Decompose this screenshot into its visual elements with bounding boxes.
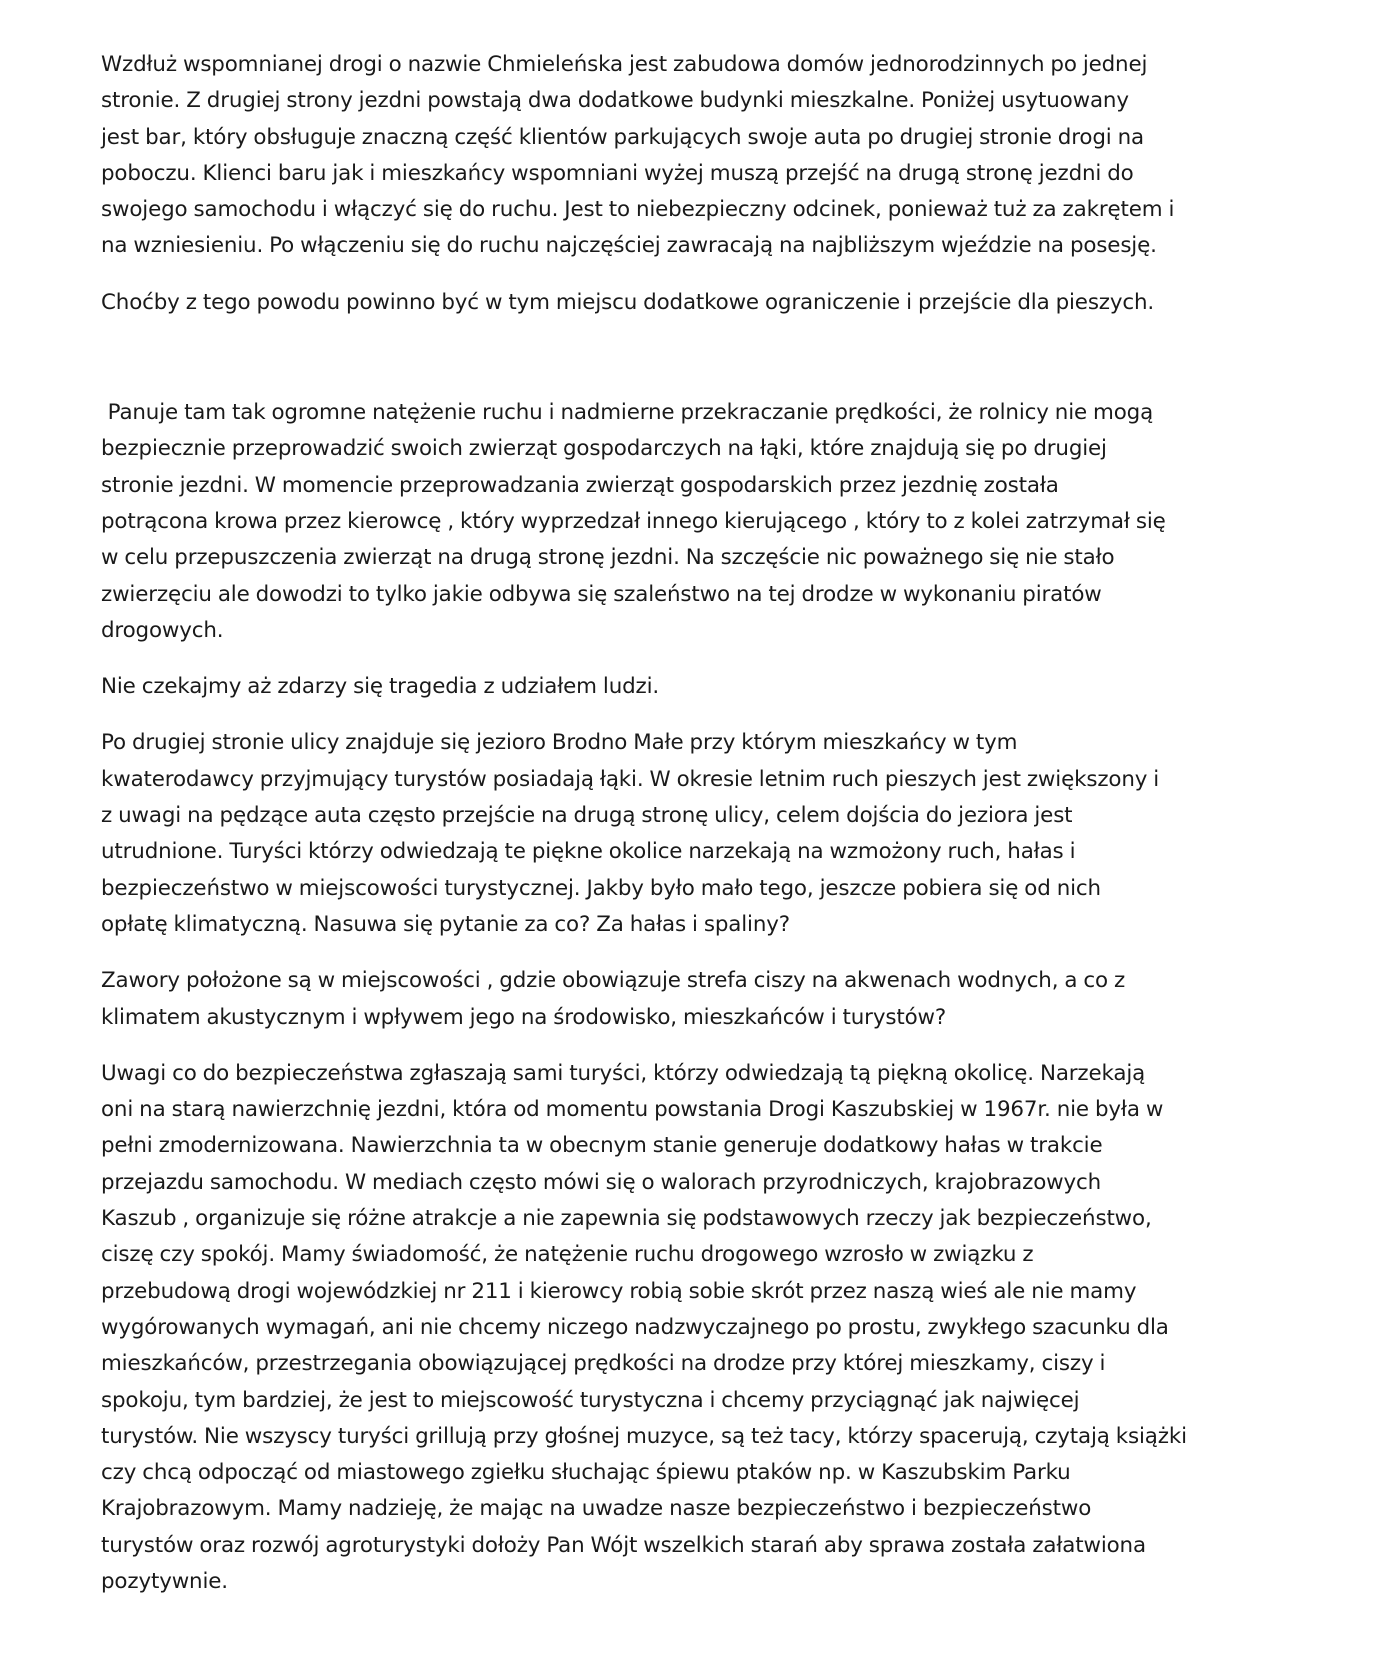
paragraph-tragedy-warning: Nie czekajmy aż zdarzy się tragedia z udziałem ludzi.	[101, 674, 660, 700]
paragraph-road-description: Wzdłuż wspomnianej drogi o nazwie Chmieleńska jest zabudowa domów jednorodzinnych po jednej stronie. Z drugiej strony jezdni powstają dwa dodatkowe budynki mieszkalne. Poniżej usytuowany jest bar, który obsługuje znaczną część klientów parkujących swoje auta po drugiej stronie drogi na poboczu. Klienci baru jak i mieszkańcy wspomniani wyżej muszą przejść na drugą stronę jezdni do swojego samochodu i włączyć się do ruchu. Jest to niebezpieczny odcinek, ponieważ tuż za zakrętem i na wzniesieniu. Po włączeniu się do ruchu najczęściej zawracają na najbliższym wjeździe na posesję.	[101, 52, 1175, 259]
paragraph-traffic-incident: Panuje tam tak ogromne natężenie ruchu i nadmierne przekraczanie prędkości, że rolnicy nie mogą bezpiecznie przeprowadzić swoich zwierząt gospodarczych na łąki, które znajdują się po drugiej stronie jezdni. W momencie przeprowadzania zwierząt gospodarskich przez jezdnię została potrącona krowa przez kierowcę , który wyprzedzał innego kierującego , który to z kolei zatrzymał się w celu przepuszczenia zwierząt na drugą stronę jezdni. Na szczęście nic poważnego się nie stało zwierzęciu ale dowodzi to tylko jakie odbywa się szaleństwo na tej drodze w wykonaniu piratów drogowych.	[101, 400, 1166, 643]
document-body	[101, 47, 1261, 1620]
paragraph-quiet-zone: Zawory położone są w miejscowości , gdzie obowiązuje strefa ciszy na akwenach wodnych, a co z klimatem akustycznym i wpływem jego na środowisko, mieszkańców i turystów?	[101, 968, 1126, 1030]
paragraph-safety-appeal: Uwagi co do bezpieczeństwa zgłaszają sami turyści, którzy odwiedzają tą piękną okolicę. Narzekają oni na starą nawierzchnię jezdni, która od momentu powstania Drogi Kaszubskiej w 1967r. nie była w pełni zmodernizowana. Nawierzchnia ta w obecnym stanie generuje dodatkowy hałas w trakcie przejazdu samochodu. W mediach często mówi się o walorach przyrodniczych, krajobrazowych Kaszub , organizuje się różne atrakcje a nie zapewnia się podstawowych rzeczy jak bezpieczeństwo, ciszę czy spokój. Mamy świadomość, że natężenie ruchu drogowego wzrosło w związku z przebudową drogi wojewódzkiej nr 211 i kierowcy robią sobie skrót przez naszą wieś ale nie mamy wygórowanych wymagań, ani nie chcemy niczego nadzwyczajnego po prostu, zwykłego szacunku dla mieszkańców, przestrzegania obowiązującej prędkości na drodze przy której mieszkamy, ciszy i spokoju, tym bardziej, że jest to miejscowość turystyczna i chcemy przyciągnąć jak najwięcej turystów. Nie wszyscy turyści grillują przy głośnej muzyce, są też tacy, którzy spacerują, czytają książki czy chcą odpocząć od miastowego zgiełku słuchając śpiewu ptaków np. w Kaszubskim Parku Krajobrazowym. Mamy nadzieję, że mając na uwadze nasze bezpieczeństwo i bezpieczeństwo turystów oraz rozwój agroturystyki dołoży Pan Wójt wszelkich starań aby sprawa została załatwiona pozytywnie.	[101, 1060, 1187, 1594]
paragraph-lake-tourists: Po drugiej stronie ulicy znajduje się jezioro Brodno Małe przy którym mieszkańcy w tym kwaterodawcy przyjmujący turystów posiadają łąki. W okresie letnim ruch pieszych jest zwiększony i z uwagi na pędzące auta często przejście na drugą stronę ulicy, celem dojścia do jeziora jest utrudnione. Turyści którzy odwiedzają te piękne okolice narzekają na wzmożony ruch, hałas i bezpieczeństwo w miejscowości turystycznej. Jakby było mało tego, jeszcze pobiera się od nich opłatę klimatyczną. Nasuwa się pytanie za co? Za hałas i spaliny?	[101, 730, 1160, 937]
paragraph-crossing-request: Choćby z tego powodu powinno być w tym miejscu dodatkowe ograniczenie i przejście dla pieszych.	[101, 289, 1155, 315]
